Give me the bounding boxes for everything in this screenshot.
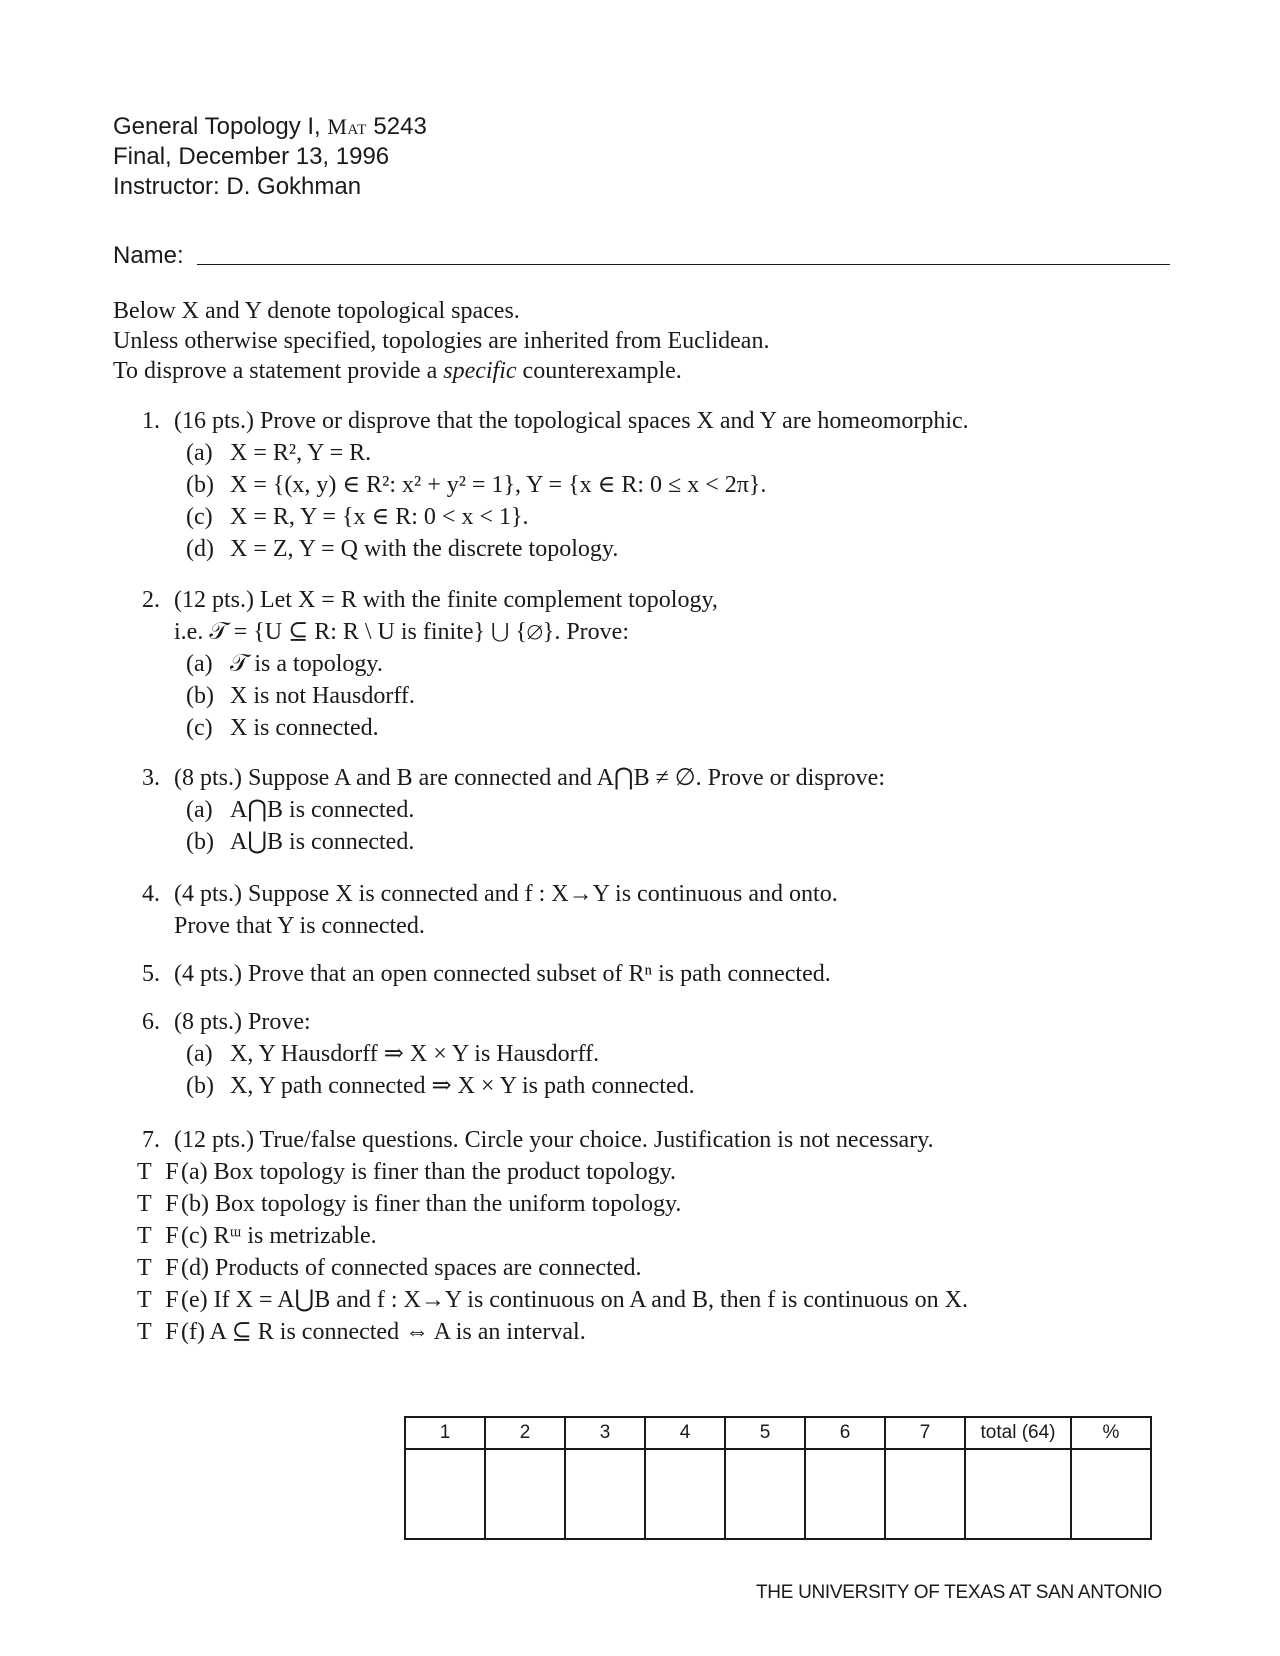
problem-part: (b) X = {(x, y) ∈ R²: x² + y² = 1}, Y = {x ∈ R: 0 ≤ x < 2π}. <box>186 472 767 498</box>
intro-line-1: Below X and Y denote topological spaces. <box>113 298 520 324</box>
problem-part: (b) X is not Hausdorff. <box>186 683 415 709</box>
score-col-header: total (64) <box>965 1417 1071 1449</box>
problem-part: (b) A⋃B is connected. <box>186 829 415 855</box>
score-col-header: 4 <box>645 1417 725 1449</box>
score-cell[interactable] <box>885 1449 965 1539</box>
score-col-header: % <box>1071 1417 1151 1449</box>
problem-number: 6. <box>142 1009 160 1035</box>
tf-item[interactable]: T F (a) Box topology is finer than the product topology. <box>137 1156 676 1188</box>
tf-item[interactable]: T F (e) If X = A⋃B and f : X→Y is continuous on A and B, then f is continuous on X. <box>137 1284 968 1316</box>
problem-statement: (8 pts.) Suppose A and B are connected and A⋂B ≠ ∅. Prove or disprove: <box>174 765 885 791</box>
score-col-header: 7 <box>885 1417 965 1449</box>
problem-statement-cont: Prove that Y is connected. <box>174 913 425 939</box>
problem-part: (a) 𝒯 is a topology. <box>186 651 383 677</box>
instructor: Instructor: D. Gokhman <box>113 173 362 200</box>
score-col-header: 3 <box>565 1417 645 1449</box>
problem-statement: (4 pts.) Prove that an open connected subset of Rⁿ is path connected. <box>174 961 831 987</box>
problem-statement: (12 pts.) True/false questions. Circle your choice. Justification is not necessary. <box>174 1127 934 1153</box>
score-cell[interactable] <box>805 1449 885 1539</box>
instructions <box>113 296 769 386</box>
score-cell[interactable] <box>1071 1449 1151 1539</box>
exam-header <box>113 112 427 202</box>
tf-choice[interactable]: T F <box>137 1287 183 1313</box>
intro-line-2: Unless otherwise specified, topologies are inherited from Euclidean. <box>113 328 770 354</box>
score-col-header: 2 <box>485 1417 565 1449</box>
problem-statement: (8 pts.) Prove: <box>174 1009 311 1035</box>
course-title: General Topology I, Mat 5243 <box>113 113 427 140</box>
problem-number: 1. <box>142 408 160 434</box>
problem-part: (b) X, Y path connected ⇒ X × Y is path connected. <box>186 1073 695 1099</box>
tf-item[interactable]: T F (b) Box topology is finer than the uniform topology. <box>137 1188 681 1220</box>
tf-item[interactable]: T F (c) Rᵚ is metrizable. <box>137 1220 377 1252</box>
problem-part: (c) X is connected. <box>186 715 379 741</box>
name-label: Name: <box>113 242 184 269</box>
tf-choice[interactable]: T F <box>137 1255 183 1281</box>
score-cell[interactable] <box>965 1449 1071 1539</box>
problem-part: (a) A⋂B is connected. <box>186 797 415 823</box>
problem-statement-cont: i.e. 𝒯 = {U ⊆ R: R \ U is finite} ⋃ {∅}. Prove: <box>174 619 629 645</box>
problem-statement: (4 pts.) Suppose X is connected and f : X→Y is continuous and onto. <box>174 881 838 907</box>
score-cell[interactable] <box>565 1449 645 1539</box>
problem-statement: (16 pts.) Prove or disprove that the topological spaces X and Y are homeomorphic. <box>174 408 969 434</box>
score-col-header: 5 <box>725 1417 805 1449</box>
tf-choice[interactable]: T F <box>137 1319 183 1345</box>
score-cell[interactable] <box>405 1449 485 1539</box>
problem-number: 2. <box>142 587 160 613</box>
problem-part: (c) X = R, Y = {x ∈ R: 0 < x < 1}. <box>186 504 529 530</box>
score-col-header: 1 <box>405 1417 485 1449</box>
score-table-header-row <box>405 1417 1151 1449</box>
tf-choice[interactable]: T F <box>137 1223 183 1249</box>
score-table-entry-row <box>405 1449 1151 1539</box>
name-field[interactable] <box>113 242 1170 272</box>
score-cell[interactable] <box>725 1449 805 1539</box>
problem-number: 3. <box>142 765 160 791</box>
score-cell[interactable] <box>485 1449 565 1539</box>
tf-item[interactable]: T F (d) Products of connected spaces are connected. <box>137 1252 641 1284</box>
tf-choice[interactable]: T F <box>137 1159 183 1185</box>
score-table <box>404 1416 1152 1540</box>
problem-number: 4. <box>142 881 160 907</box>
university-footer: THE UNIVERSITY OF TEXAS AT SAN ANTONIO <box>756 1582 1162 1603</box>
exam-date: Final, December 13, 1996 <box>113 143 390 170</box>
intro-line-3: To disprove a statement provide a specific counterexample. <box>113 358 682 384</box>
problem-number: 5. <box>142 961 160 987</box>
score-cell[interactable] <box>645 1449 725 1539</box>
name-underline[interactable] <box>197 264 1170 265</box>
problem-part: (a) X, Y Hausdorff ⇒ X × Y is Hausdorff. <box>186 1041 600 1067</box>
problem-part: (d) X = Z, Y = Q with the discrete topology. <box>186 536 619 562</box>
score-col-header: 6 <box>805 1417 885 1449</box>
problem-statement: (12 pts.) Let X = R with the finite complement topology, <box>174 587 718 613</box>
problem-part: (a) X = R², Y = R. <box>186 440 372 466</box>
tf-item[interactable]: T F (f) A ⊆ R is connected ⇔ A is an interval. <box>137 1316 586 1348</box>
tf-choice[interactable]: T F <box>137 1191 183 1217</box>
problem-number: 7. <box>142 1127 160 1153</box>
